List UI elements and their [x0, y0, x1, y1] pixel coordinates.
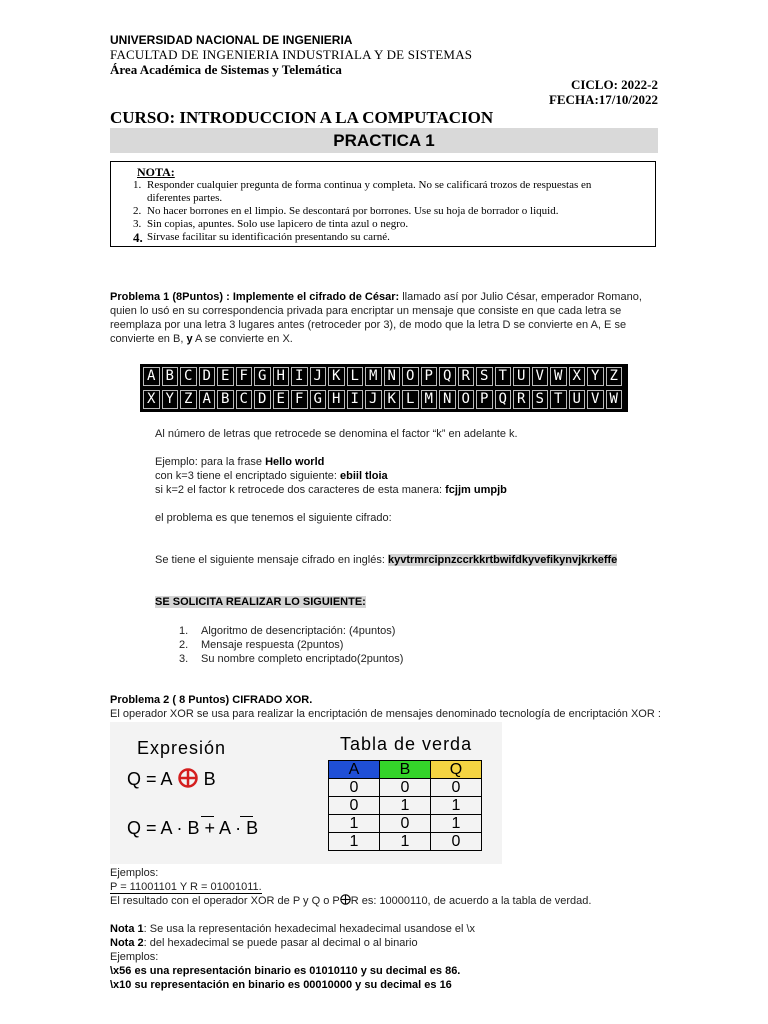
date: FECHA:17/10/2022	[548, 92, 658, 107]
cipher-letter: P	[421, 367, 438, 386]
cipher-letter: H	[273, 367, 290, 386]
list-item: 2. No hacer borrones en el limpio. Se descontará por borrones. Use su hoja de borrador o liquid.	[133, 205, 559, 217]
cipher-letter: W	[550, 367, 567, 386]
cipher-letter: W	[606, 390, 623, 409]
cipher-letter: D	[254, 390, 271, 409]
cipher-letter: J	[310, 367, 327, 386]
result-line: El resultado con el operador XOR de P y Q o P R es: 10000110, de acuerdo a la tabla de verdad.	[110, 895, 592, 907]
cipher-letter: J	[365, 390, 382, 409]
examples-label: Ejemplos:	[110, 867, 159, 879]
cipher-row-shifted	[143, 390, 622, 409]
cipher-letter: K	[328, 367, 345, 386]
cipher-letter: L	[402, 390, 419, 409]
academic-area: Área Académica de Sistemas y Telemática	[110, 62, 342, 77]
cipher-letter: V	[587, 390, 604, 409]
task-list	[155, 624, 403, 666]
truth-table-title: Tabla de verda	[340, 734, 473, 754]
k2-line: si k=2 el factor k retrocede dos caracteres de esta manera: fcjjm umpjb	[155, 484, 507, 496]
faculty-name: FACULTAD DE INGENIERIA INDUSTRIALA Y DE SISTEMAS	[110, 47, 473, 62]
overline-b	[201, 816, 214, 817]
cipher-letter: L	[347, 367, 364, 386]
cipher-letter: C	[236, 390, 253, 409]
cipher-letter: G	[254, 367, 271, 386]
cipher-letter: X	[143, 390, 160, 409]
table-row: 0 0 0	[329, 779, 482, 797]
cipher-row-plain	[143, 367, 622, 386]
cycle-date-block	[549, 77, 658, 107]
cipher-letter: O	[402, 367, 419, 386]
expression-title: Expresión	[137, 738, 227, 758]
hex-example-2: \x10 su representación en binario es 00010000 y su decimal es 16	[110, 979, 452, 991]
list-item: 4. Sírvase facilitar su identificación presentando su carné.	[133, 230, 390, 245]
problem1-title: Problema 1 (8Puntos) : Implemente el cifrado de César:	[110, 291, 400, 303]
cipher-letter: S	[532, 390, 549, 409]
truth-table	[328, 760, 482, 851]
cipher-letter: B	[162, 367, 179, 386]
cipher-letter: G	[310, 390, 327, 409]
problem2-description: El operador XOR se usa para realizar la encriptación de mensajes denominado tecnología de encriptación XOR :	[110, 708, 661, 720]
university-name: UNIVERSIDAD NACIONAL DE INGENIERIA	[110, 33, 353, 47]
cipher-letter: U	[513, 367, 530, 386]
cipher-letter: Q	[439, 367, 456, 386]
list-item: 3. Sin copias, apuntes. Solo use lapicero de tinta azul o negro.	[133, 218, 409, 230]
cipher-letter: K	[384, 390, 401, 409]
cipher-letter: R	[458, 367, 475, 386]
nota1-line: Nota 1: Se usa la representación hexadecimal hexadecimal usandose el \x	[110, 923, 476, 935]
cipher-letter: I	[291, 367, 308, 386]
cipher-letter: Q	[495, 390, 512, 409]
header-q: Q	[431, 761, 482, 779]
cipher-letter: O	[458, 390, 475, 409]
solicita-heading: SE SOLICITA REALIZAR LO SIGUIENTE:	[155, 596, 366, 608]
header-b: B	[380, 761, 431, 779]
list-item: 1. Responder cualquier pregunta de forma continua y completa. No se calificará trozos de respuestas en diferentes partes.	[133, 179, 592, 204]
example-line: Ejemplo: para la frase Hello world	[155, 456, 325, 468]
problem1-paragraph: Problema 1 (8Puntos) : Implemente el cifrado de César: llamado así por Julio César, emperador Romano, quien lo usó en su correspondencia privada para encriptar un mensaje que consiste en que cada letra se reemplaza por una letra 3 lugares antes (retroceder por 3), de modo que la letra D se convierte en A, E se convierte en B, y A se convierte en X.	[110, 291, 642, 345]
cipher-letter: B	[217, 390, 234, 409]
cipher-letter: Z	[180, 390, 197, 409]
expression-2: Q = A · B + A · B	[127, 818, 259, 838]
caesar-cipher-table	[140, 364, 628, 412]
table-row: 0 1 1	[329, 797, 482, 815]
expression-1: Q = A B	[127, 769, 216, 789]
practice-title: PRACTICA 1	[110, 128, 658, 153]
factor-text: Al número de letras que retrocede se denomina el factor “k” en adelante k.	[155, 428, 518, 440]
notes-title: NOTA:	[137, 165, 175, 179]
problem-line: el problema es que tenemos el siguiente cifrado:	[155, 512, 392, 524]
table-header-row	[329, 761, 482, 779]
cipher-letter: Y	[587, 367, 604, 386]
cipher-letter: R	[513, 390, 530, 409]
nota2-line: Nota 2: del hexadecimal se puede pasar al decimal o al binario	[110, 937, 418, 949]
cipher-letter: F	[291, 390, 308, 409]
list-item: 2. Mensaje respuesta (2puntos)	[179, 639, 344, 651]
cipher-letter: E	[217, 367, 234, 386]
list-item: 3. Su nombre completo encriptado(2puntos)	[179, 653, 404, 665]
cipher-letter: A	[199, 390, 216, 409]
k3-line: con k=3 tiene el encriptado siguiente: ebiil tloia	[155, 470, 388, 482]
cipher-letter: F	[236, 367, 253, 386]
list-item: 1. Algoritmo de desencriptación: (4puntos)	[179, 625, 396, 637]
cycle: CICLO: 2022-2	[570, 77, 658, 92]
cipher-letter: Z	[606, 367, 623, 386]
cipher-letter: H	[328, 390, 345, 409]
overline-a	[240, 816, 253, 817]
pr-line: P = 11001101 Y R = 01001011.	[110, 881, 262, 893]
cipher-letter: S	[476, 367, 493, 386]
table-row: 1 1 0	[329, 833, 482, 851]
cipher-letter: Y	[162, 390, 179, 409]
xor-symbol-icon	[178, 768, 198, 788]
cipher-letter: N	[439, 390, 456, 409]
hex-example-1: \x56 es una representación binario es 01010110 y su decimal es 86.	[110, 965, 461, 977]
notes-list	[111, 179, 637, 244]
xor-symbol-icon	[340, 894, 351, 905]
cipher-letter: P	[476, 390, 493, 409]
cipher-letter: M	[365, 367, 382, 386]
examples2-label: Ejemplos:	[110, 951, 159, 963]
header-a: A	[329, 761, 380, 779]
cipher-letter: T	[550, 390, 567, 409]
xor-examples	[110, 866, 591, 992]
cipher-letter: M	[421, 390, 438, 409]
cipher-message-line: Se tiene el siguiente mensaje cifrado en inglés: kyvtrmrcipnzccrkkrtbwifdkyvefikynvjkrkeffe	[155, 554, 618, 566]
cipher-letter: I	[347, 390, 364, 409]
cipher-letter: N	[384, 367, 401, 386]
table-row: 1 0 1	[329, 815, 482, 833]
notes-box	[110, 161, 656, 247]
cipher-message: kyvtrmrcipnzccrkkrtbwifdkyvefikynvjkrkeffe	[387, 554, 618, 566]
problem2-title: Problema 2 ( 8 Puntos) CIFRADO XOR.	[110, 694, 313, 706]
cipher-letter: D	[199, 367, 216, 386]
cipher-letter: V	[532, 367, 549, 386]
xor-figure	[110, 722, 502, 864]
cipher-letter: T	[495, 367, 512, 386]
cipher-letter: X	[569, 367, 586, 386]
course-title: CURSO: INTRODUCCION A LA COMPUTACION	[110, 108, 494, 127]
cipher-letter: U	[569, 390, 586, 409]
cipher-letter: A	[143, 367, 160, 386]
cipher-letter: C	[180, 367, 197, 386]
cipher-letter: E	[273, 390, 290, 409]
